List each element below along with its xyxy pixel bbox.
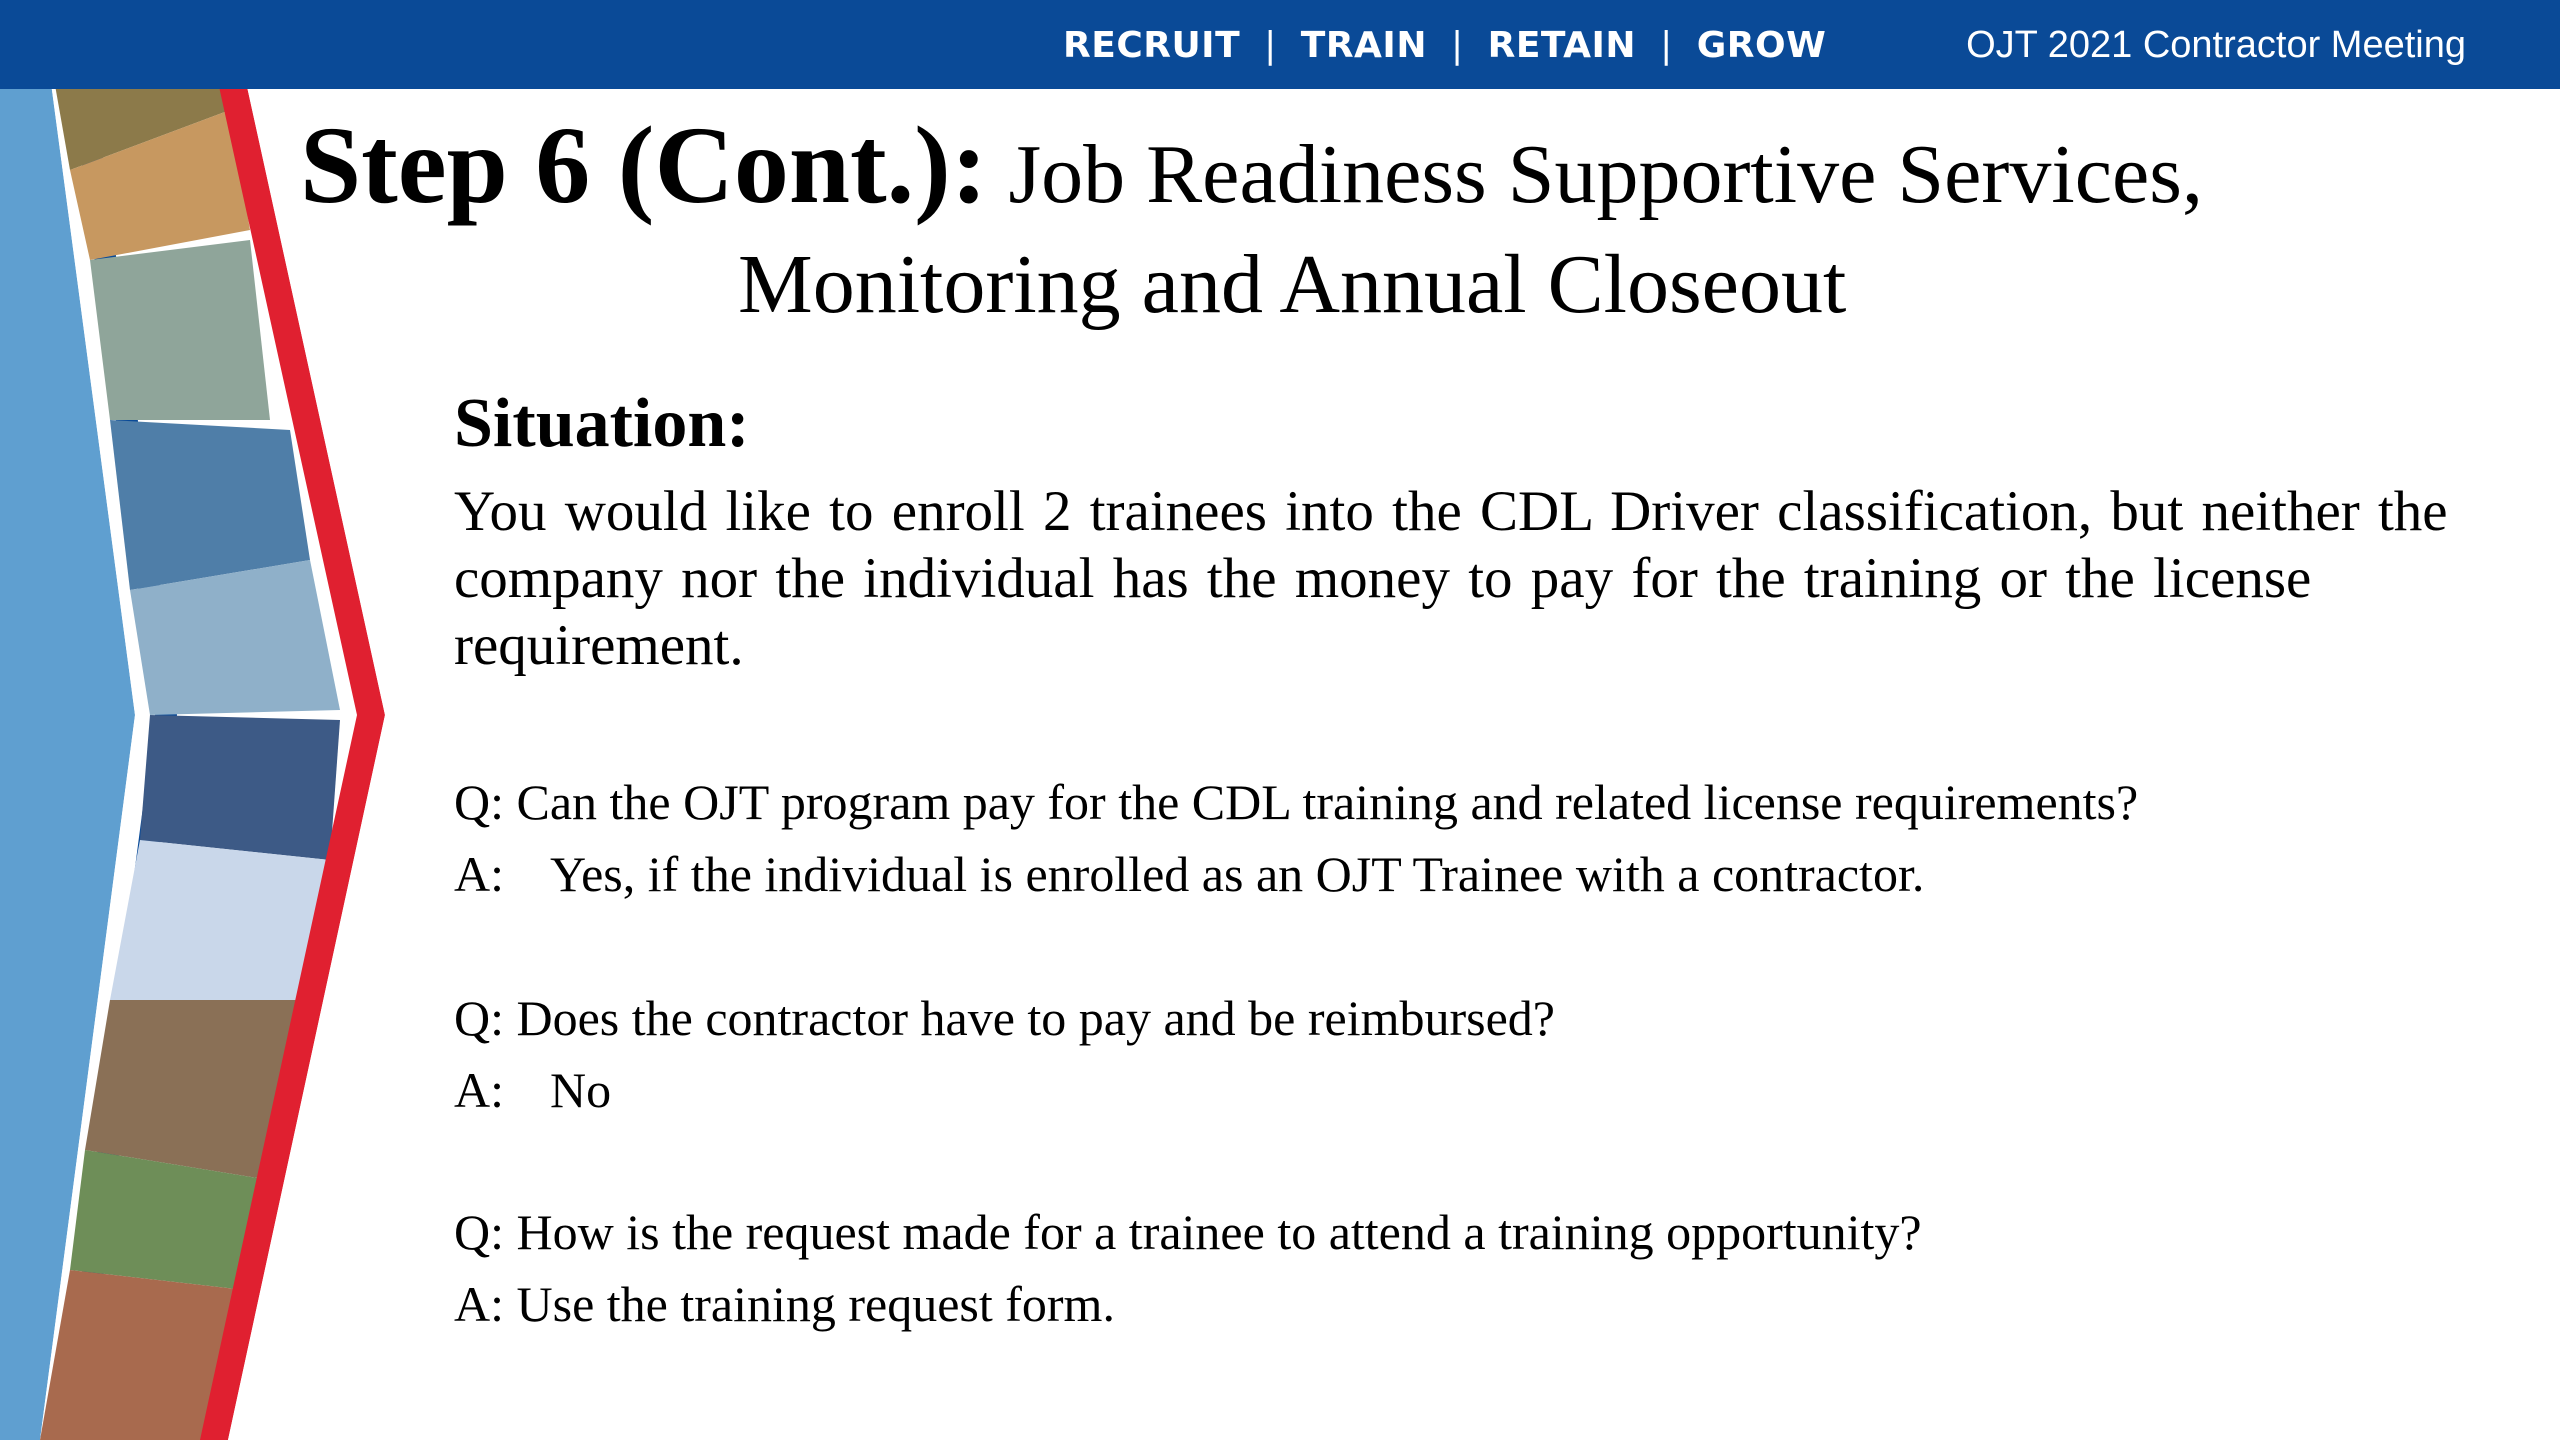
title-step: Step 6 (Cont.): [300,104,988,226]
train-photo [140,715,340,860]
qa-block [454,1196,2514,1340]
situation-heading: Situation: [454,385,750,462]
answer [454,838,2514,910]
qa-block [454,982,2514,1126]
answer-prefix: A: [454,846,504,902]
slide-title [300,104,2500,340]
title-line2: Monitoring and Annual Closeout [738,238,1847,331]
title-line1: Job Readiness Supportive Services, [987,128,2203,221]
answer-prefix: A: [454,1062,504,1118]
nav-recruit: RECRUIT [1063,24,1241,66]
answer [454,1054,2514,1126]
qa-block [454,766,2514,910]
situation-text: You would like to enroll 2 trainees into the CDL Driver classification, but neither the company nor the individual has the money to pay for the training or the license requirement. [454,480,2448,677]
nav-train: TRAIN [1300,24,1427,66]
answer: A: Use the training request form. [454,1276,1115,1332]
nav-grow: GROW [1696,24,1827,66]
meeting-label: OJT 2021 Contractor Meeting [1966,24,2466,66]
nav-separator: | [1264,24,1277,66]
question: Q: How is the request made for a trainee to attend a training opportunity? [454,1204,1922,1260]
nav-retain: RETAIN [1487,24,1637,66]
answer-text: No [550,1062,612,1118]
header-nav [1063,20,1826,70]
nav-separator: | [1450,24,1464,66]
bridge-photo [110,420,310,590]
nav-separator: | [1660,24,1673,66]
header-bar [0,0,2560,89]
license-plates-photo [110,840,330,1000]
cyclist-photo [90,240,270,420]
question: Q: Does the contractor have to pay and be reimbursed? [454,990,1555,1046]
question: Q: Can the OJT program pay for the CDL training and related license requirements? [454,774,2139,830]
answer-text: Yes, if the individual is enrolled as an OJT Trainee with a contractor. [550,846,1925,902]
